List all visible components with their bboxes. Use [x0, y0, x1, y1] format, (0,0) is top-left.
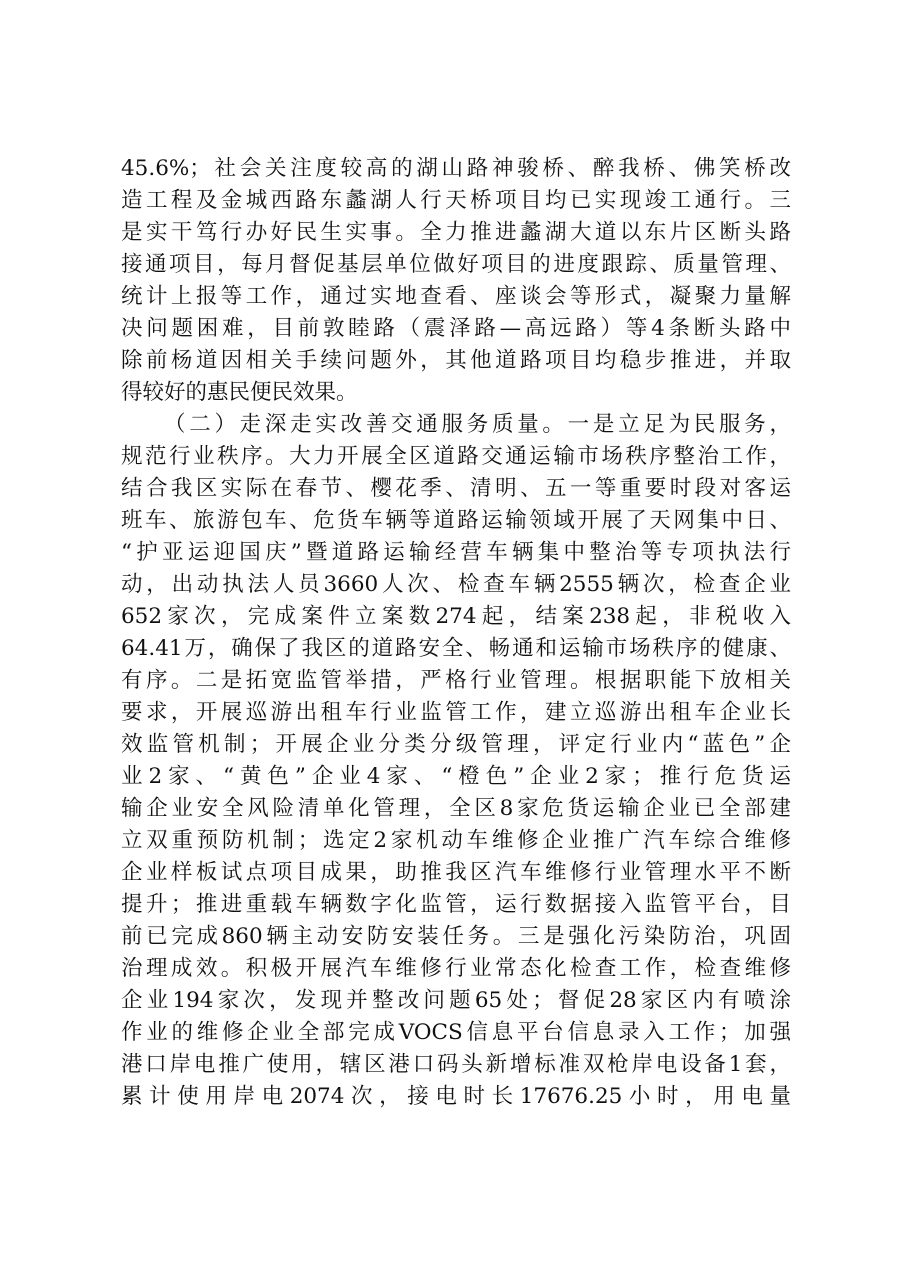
text-line: 治理成效。积极开展汽车维修行业常态化检查工作，检查维修 [121, 956, 791, 981]
text-line: 45.6%；社会关注度较高的湖山路神骏桥、醉我桥、佛笑桥改 [121, 156, 791, 181]
text-line: 造工程及金城西路东蠡湖人行天桥项目均已实现竣工通行。三 [121, 188, 791, 213]
paragraph-end-line: 得较好的惠民便民效果。 [121, 380, 358, 405]
text-line: 动，出动执法人员3660人次、检查车辆2555辆次，检查企业 [121, 572, 791, 597]
text-line: 前已完成860辆主动安防安装任务。三是强化污染防治，巩固 [121, 924, 791, 949]
text-line: 企业样板试点项目成果，助推我区汽车维修行业管理水平不断 [121, 860, 791, 885]
text-line: 提升；推进重载车辆数字化监管，运行数据接入监管平台，目 [121, 892, 791, 917]
text-line: 班车、旅游包车、危货车辆等道路运输领域开展了天网集中日、 [121, 508, 791, 533]
text-line: 结合我区实际在春节、樱花季、清明、五一等重要时段对客运 [121, 476, 791, 501]
text-line: “护亚运迎国庆”暨道路运输经营车辆集中整治等专项执法行 [121, 540, 791, 565]
text-line: 累计使用岸电2074次，接电时长17676.25小时，用电量 [121, 1084, 791, 1109]
section-heading-line: （二）走深走实改善交通服务质量。一是立足为民服务， [164, 412, 791, 437]
text-line: 决问题困难，目前敦睦路（震泽路—高远路）等4条断头路中 [121, 316, 791, 341]
text-line: 是实干笃行办好民生实事。全力推进蠡湖大道以东片区断头路 [121, 220, 791, 245]
text-line: 接通项目，每月督促基层单位做好项目的进度跟踪、质量管理、 [121, 252, 791, 277]
text-line: 64.41万，确保了我区的道路安全、畅通和运输市场秩序的健康、 [121, 636, 791, 661]
text-line: 企业194家次，发现并整改问题65处；督促28家区内有喷涂 [121, 988, 791, 1013]
text-line: 统计上报等工作，通过实地查看、座谈会等形式，凝聚力量解 [121, 284, 791, 309]
text-line: 规范行业秩序。大力开展全区道路交通运输市场秩序整治工作， [121, 444, 791, 469]
text-line: 效监管机制；开展企业分类分级管理，评定行业内“蓝色”企 [121, 732, 791, 757]
text-line: 有序。二是拓宽监管举措，严格行业管理。根据职能下放相关 [121, 668, 791, 693]
text-line: 输企业安全风险清单化管理，全区8家危货运输企业已全部建 [121, 796, 791, 821]
text-line: 业2家、“黄色”企业4家、“橙色”企业2家；推行危货运 [121, 764, 791, 789]
text-line: 要求，开展巡游出租车行业监管工作，建立巡游出租车企业长 [121, 700, 791, 725]
text-line: 除前杨道因相关手续问题外，其他道路项目均稳步推进，并取 [121, 348, 791, 373]
text-line: 作业的维修企业全部完成VOCS信息平台信息录入工作；加强 [121, 1020, 791, 1045]
text-line: 港口岸电推广使用，辖区港口码头新增标准双枪岸电设备1套， [121, 1052, 791, 1077]
text-line: 652家次，完成案件立案数274起，结案238起，非税收入 [121, 604, 791, 629]
text-line: 立双重预防机制；选定2家机动车维修企业推广汽车综合维修 [121, 828, 791, 853]
